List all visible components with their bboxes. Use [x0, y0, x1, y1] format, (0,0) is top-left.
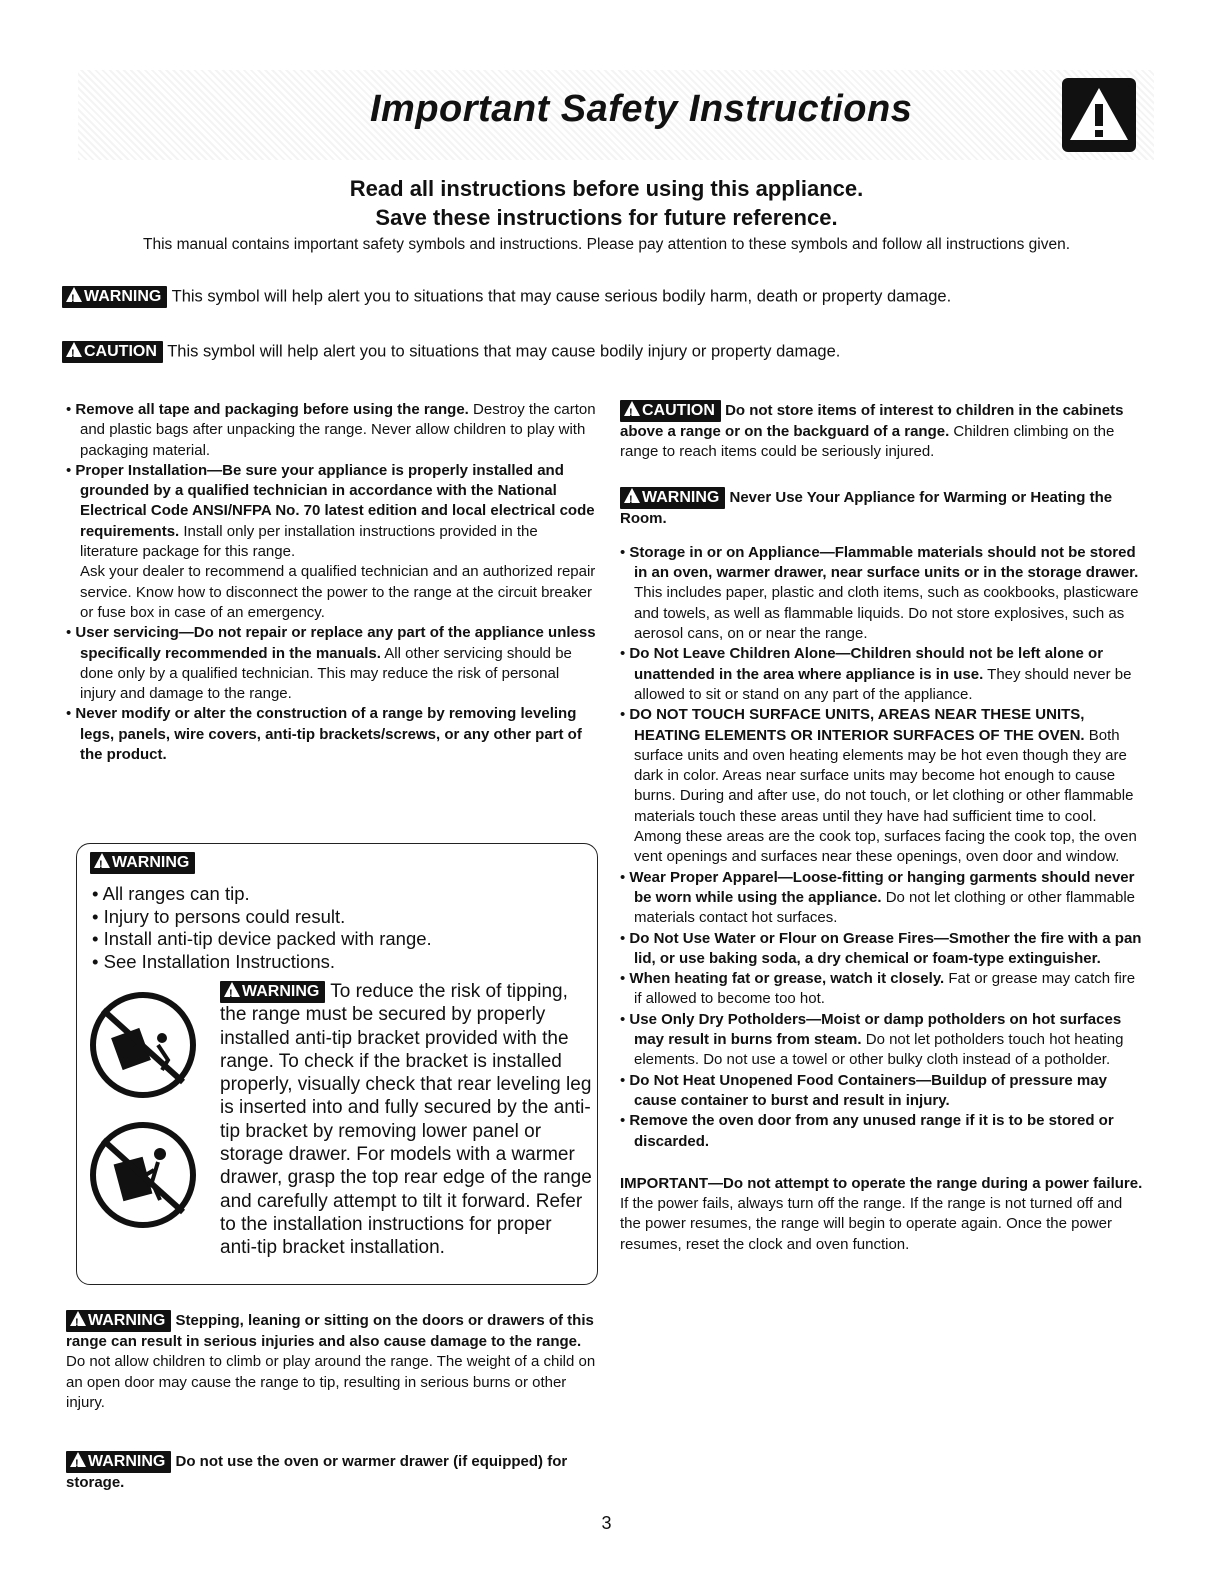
alert-triangle-icon	[70, 1311, 86, 1326]
list-item: • User servicing—Do not repair or replace any part of the appliance unless specifically recommended in the manuals. All other servicing should be done only by a qualified technician. This may reduce the risk of personal injury and damage to the range.	[66, 624, 596, 703]
list-item: • Do Not Leave Children Alone—Children should not be left alone or unattended in the area where appliance is in use. They should never be allowed to sit or stand on any part of the appliance.	[620, 645, 1132, 703]
list-item: • DO NOT TOUCH SURFACE UNITS, AREAS NEAR THESE UNITS, HEATING ELEMENTS OR INTERIOR SURFACES OF THE OVEN. Both surface units and oven heating elements may be hot even though they are dark in color. Areas near surface units may become hot enough to cause burns. During and after use, do not touch, or let clothing or other flammable materials touch these areas until they have had sufficient time to cool. Among these areas are the cook top, surfaces facing the cook top, the oven vent openings and surfaces near these openings, oven door and window.	[620, 706, 1137, 866]
list-item: • Proper Installation—Be sure your appliance is properly installed and grounded by a qualified technician in accordance with the National Electrical Code ANSI/NFPA No. 70 latest edition and local electrical code requirements. Install only per installation instructions provided in the literature package for this range.	[66, 461, 595, 561]
warning-symbol-row	[62, 286, 951, 308]
list-item: • Install anti-tip device packed with range.	[92, 928, 432, 949]
list-item: • Remove the oven door from any unused range if it is to be stored or discarded.	[620, 1112, 1114, 1150]
left-column	[66, 400, 596, 765]
heading-save: Save these instructions for future reference.	[375, 205, 838, 230]
tip-over-prohibited-icon	[88, 990, 198, 1100]
important-power-failure: IMPORTANT—Do not attempt to operate the range during a power failure. If the power fails, always turn off the range. If the range is not turned off and the power resumes, the range will begin to operate again. Once the power resumes, reset the clock and oven function.	[620, 1174, 1143, 1253]
list-item: • Wear Proper Apparel—Loose-fitting or hanging garments should never be worn while using the appliance. Do not let clothing or other flammable materials contact hot surfaces.	[620, 868, 1136, 927]
list-item-continuation: Ask your dealer to recommend a qualified technician and an authorized repair service. Know how to disconnect the power to the range at the circuit breaker or fuse box in case of an emergency.	[80, 563, 596, 621]
alert-triangle-icon	[624, 488, 640, 503]
caution-badge: !CAUTION	[62, 341, 163, 363]
list-item: • All ranges can tip.	[92, 883, 250, 904]
warning-badge: !WARNING	[66, 1451, 171, 1473]
warning-heating-room: !WARNING Never Use Your Appliance for Warming or Heating the Room.	[620, 487, 1145, 529]
box-list	[92, 883, 572, 973]
list-item: • Do Not Use Water or Flour on Grease Fires—Smother the fire with a pan lid, or use baking soda, a dry chemical or foam-type extinguisher.	[620, 929, 1142, 967]
caution-children-items: !CAUTION Do not store items of interest to children in the cabinets above a range or on the backguard of a range. Children climbing on the range to reach items could be seriously injured.	[620, 400, 1145, 463]
list-item: • Storage in or on Appliance—Flammable materials should not be stored in an oven, warmer drawer, near surface units or in the storage drawer. This includes paper, plastic and cloth items, such as cookbooks, plasticware and towels, as well as flammable liquids. Do not store explosives, such as aerosol cans, on or near the range.	[620, 543, 1139, 643]
list-item: • Use Only Dry Potholders—Moist or damp potholders on hot surfaces may result in burns from steam. Do not let potholders touch hot heating elements. Do not use a towel or other bulky cloth instead of a potholder.	[620, 1010, 1124, 1069]
list-item: • Remove all tape and packaging before using the range. Destroy the carton and plastic bags after unpacking the range. Never allow children to play with packaging material.	[66, 401, 596, 459]
alert-triangle-icon	[224, 982, 240, 997]
storage-warning: !WARNING Do not use the oven or warmer drawer (if equipped) for storage.	[66, 1451, 596, 1493]
intro-text: This manual contains important safety symbols and instructions. Please pay attention to these symbols and follow all instructions given.	[142, 236, 1071, 253]
warning-symbol-text: This symbol will help alert you to situations that may cause serious bodily harm, death or property damage.	[171, 287, 952, 306]
page-number: 3	[601, 1513, 612, 1533]
list-item: • See Installation Instructions.	[92, 950, 336, 972]
warning-triangle-icon	[1062, 78, 1136, 152]
alert-triangle-icon	[66, 287, 82, 302]
alert-triangle-icon	[94, 853, 110, 868]
box-warning-badge: !WARNING	[90, 852, 195, 874]
caution-symbol-text: This symbol will help alert you to situations that may cause bodily injury or property damage.	[167, 342, 841, 361]
list-item: • Do Not Heat Unopened Food Containers—Buildup of pressure may cause container to burst and result in injury.	[620, 1071, 1107, 1109]
warning-badge: !WARNING	[62, 286, 167, 308]
caution-symbol-row	[62, 341, 840, 363]
alert-triangle-icon	[70, 1452, 86, 1467]
child-climbing-prohibited-icon	[88, 1120, 198, 1230]
alert-triangle-icon	[624, 401, 640, 416]
warning-badge: !WARNING	[620, 487, 725, 509]
list-item: • Injury to persons could result.	[92, 905, 346, 927]
alert-triangle-icon	[66, 342, 82, 357]
warning-badge: !WARNING	[66, 1310, 171, 1332]
anti-tip-paragraph: !WARNING To reduce the risk of tipping, the range must be secured by properly installed anti-tip bracket provided with the range. To check if the bracket is installed properly, visually check that rear leveling leg is inserted into and fully secured by the anti-tip bracket by removing lower panel or storage drawer. For models with a warmer drawer, grasp the top rear edge of the range and carefully attempt to tilt it forward. Refer to the installation instructions for proper anti-tip bracket installation.	[220, 980, 592, 1260]
heading-read: Read all instructions before using this appliance.	[349, 176, 864, 201]
page-title: Important Safety Instructions	[370, 88, 913, 130]
list-item: • When heating fat or grease, watch it closely. Fat or grease may catch fire if allowed to become too hot.	[620, 970, 1136, 1008]
list-item: • Never modify or alter the construction of a range by removing leveling legs, panels, wire covers, anti-tip brackets/screws, or any other part of the product.	[66, 705, 582, 764]
caution-badge: !CAUTION	[620, 400, 721, 422]
stepping-warning: !WARNING Stepping, leaning or sitting on the doors or drawers of this range can result in serious injuries and also cause damage to the range. Do not allow children to climb or play around the range. The weight of a child on an open door may cause the range to tip, resulting in serious burns or other injury.	[66, 1310, 596, 1413]
right-column	[620, 400, 1145, 1255]
warning-badge: !WARNING	[220, 981, 325, 1003]
